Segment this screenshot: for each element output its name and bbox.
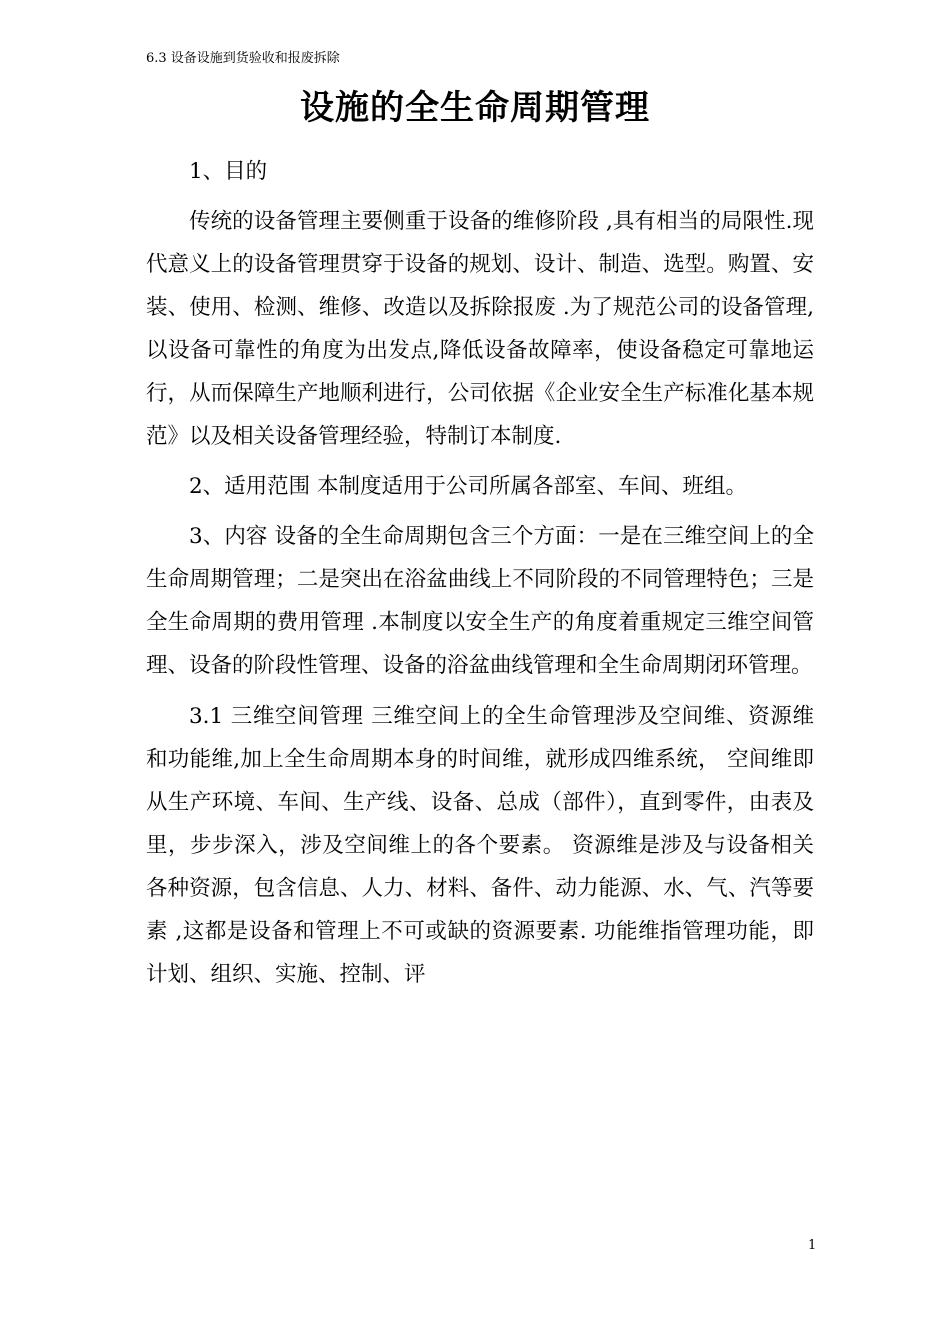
- section-header: 6.3 设备设施到货验收和报废拆除: [146, 51, 340, 66]
- paragraph-purpose-text: 传统的设备管理主要侧重于设备的维修阶段 ,具有相当的局限性.现代意义上的设备管理贯穿于设备的规划、设计、制造、选型。购置、安装、使用、检测、维修、改造以及拆除报废 .为了规范公司的设备管理,以设备可靠性的角度为出发点,降低设备故障率，使设备稳定可靠地运行，从而保障生产地顺利进行，公司依据《企业安全生产标准化基本规范》以及相关设备管理经验，特制订本制度.: [146, 209, 814, 449]
- document-title: 设施的全生命周期管理: [300, 88, 650, 128]
- paragraph-3d-space-management: 3.1 三维空间管理 三维空间上的全生命管理涉及空间维、资源维和功能维,加上全生命周期本身的时间维，就形成四维系统， 空间维即从生产环境、车间、生产线、设备、总成（部件），直到零件，由表及里，步步深入，涉及空间维上的各个要素。 资源维是涉及与设备相关各种资源，包含信息、人力、材料、备件、动力能源、水、气、汽等要素 ,这都是设备和管理上不可或缺的资源要素. 功能维指管理功能，即计划、组织、实施、控制、评: [146, 704, 814, 987]
- document-body: [146, 150, 814, 1003]
- paragraph-purpose-heading: 1、目的: [189, 159, 268, 184]
- page-number: 1: [808, 1238, 817, 1253]
- paragraph-content: 3、内容 设备的全生命周期包含三个方面：一是在三维空间上的全生命周期管理；二是突出在浴盆曲线上不同阶段的不同管理特色；三是全生命周期的费用管理 .本制度以安全生产的角度着重规定三维空间管理、设备的阶段性管理、设备的浴盆曲线管理和全生命周期闭环管理。: [146, 524, 814, 678]
- paragraph-scope: 2、适用范围 本制度适用于公司所属各部室、车间、班组。: [189, 474, 748, 499]
